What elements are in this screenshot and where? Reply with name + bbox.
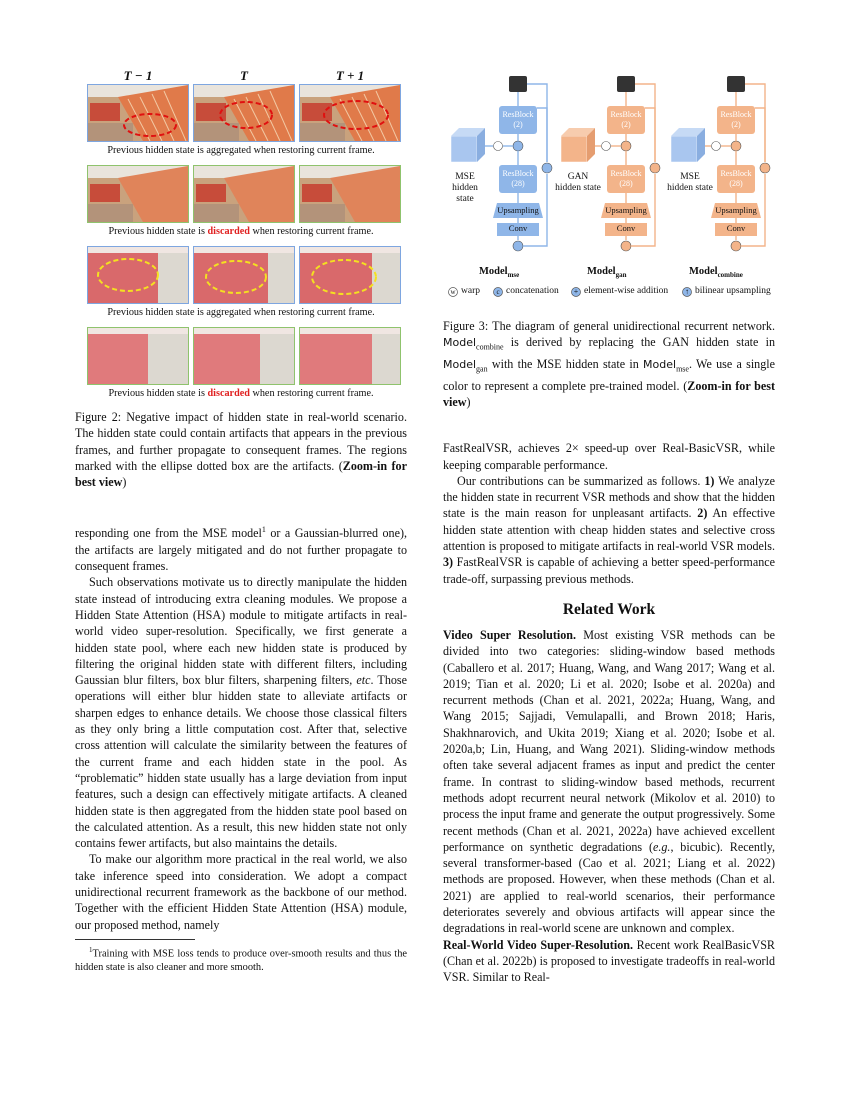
header-t: T bbox=[240, 68, 248, 83]
mse-hidden-cube bbox=[451, 128, 485, 162]
legend-warp: warp bbox=[461, 286, 480, 296]
header-t-plus-1: T + 1 bbox=[335, 68, 365, 83]
upsample-symbol: ↑ bbox=[685, 287, 689, 296]
right-column bbox=[443, 68, 775, 986]
frame-thumbnail bbox=[87, 327, 189, 385]
left-column bbox=[75, 68, 407, 974]
frame-thumbnail bbox=[299, 165, 401, 223]
upsampling-label: Upsampling bbox=[715, 205, 757, 215]
paragraph-video-super-resolution: Video Super Resolution. Most existing VSR methods can be divided into two categories: sliding-window based methods (Caballero et al. 2017; Huang, Wang, and Wang 2017; Wang et al. 2019; Tian et al. 2020; Li et al. 2020; Isobe et al. 2020a) and recurrent methods (Chan et al. 2021, 2022a; Huang, Wang, and Wang 2015; Sajjadi, Vemulapalli, and Brown 2018; Haris, Shakhnarovich, and Ukita 2019; Xiang et al. 2020; Isobe et al. 2020a,b; Lin, Huang, and Wang 2021). Sliding-window methods often take several adjacent frames as input and predict the center frame. In contrast to sliding-window based methods, recurrent methods adopt recurrent neural network (Mikolov et al. 2010) to process the input frame and generate the output progressively. Some recent methods (Chan et al. 2021, 2022a) have achieved excellent performance on synthetic degradations (e.g., bicubic). Recently, several transformer-based (Cao et al. 2021; Liang et al. 2022) methods are proposed. However, when these methods (Chan et al. 2021) are applied to real-world scenarios, their performance deteriorates severely and obvious artifacts will appear since the degradations in real-world scene are unknown and complex. bbox=[443, 627, 775, 936]
figure-2-caption: Figure 2: Negative impact of hidden state in real-world scenario. The hidden state could contain artifacts that appears in the previous frames, and further propagate to consequent frames. The regions marked with the ellipse dotted box are the artifacts. (Zoom-in for best view) bbox=[75, 410, 407, 490]
frame-thumbnail bbox=[87, 165, 189, 223]
frame-thumbnail bbox=[87, 246, 189, 304]
resblock-label: ResBlock (2) bbox=[502, 110, 534, 129]
paragraph-speedup: FastRealVSR, achieves 2× speed-up over Real-BasicVSR, while keeping comparable performance. bbox=[443, 441, 775, 472]
resblock-label: ResBlock (28) bbox=[610, 169, 642, 188]
fig2-row-2 bbox=[87, 165, 407, 223]
legend-upsampling: bilinear upsampling bbox=[695, 286, 771, 296]
frame-thumbnail bbox=[193, 84, 295, 142]
footnote-rule bbox=[75, 939, 195, 940]
frame-thumbnail bbox=[193, 165, 295, 223]
upsampling-label: Upsampling bbox=[497, 205, 539, 215]
hidden-state-label-2: GAN hidden state bbox=[555, 172, 601, 193]
fig2-row-4 bbox=[87, 327, 407, 385]
footnote: $^1$Training with MSE loss tends to produce over-smooth results and thus the hidden state is also cleaner and more smooth. bbox=[75, 945, 407, 973]
conv-label: Conv bbox=[508, 223, 528, 233]
legend-concatenation: concatenation bbox=[506, 286, 559, 296]
resblock-label: ResBlock (28) bbox=[502, 169, 534, 188]
paragraph-artifacts-mitigated: responding one from the MSE model$^1$ or a Gaussian-blurred one), the artifacts are largely mitigated and do not further propagate to consequent frames. bbox=[75, 525, 407, 574]
paragraph-real-world-vsr: Real-World Video Super-Resolution. Recent work RealBasicVSR (Chan et al. 2022b) is proposed to investigate tradeoffs in real-world VSR. Similar to Real- bbox=[443, 937, 775, 985]
fig2-subcaption-4: Previous hidden state is discarded when restoring current frame. bbox=[108, 388, 374, 399]
paragraph-contributions: Our contributions can be summarized as follows. 1) We analyze the hidden state in recurrent VSR methods and show that the hidden state is the main reason for unpleasant artifacts. 2) An effective hidden state attention with cheap hidden states and selective cross attention is proposed to mitigate artifacts in real-world VSR models. 3) FastRealVSR is capable of achieving a better speed-performance trade-off, surpassing previous methods. bbox=[443, 473, 775, 586]
section-heading-related-work: Related Work bbox=[562, 600, 656, 618]
concat-symbol: c bbox=[496, 288, 500, 296]
upsampling-label: Upsampling bbox=[605, 205, 647, 215]
hidden-state-label-3: MSE hidden state bbox=[667, 172, 713, 193]
frame-thumbnail bbox=[299, 84, 401, 142]
add-symbol: + bbox=[573, 287, 579, 296]
fig2-subcaption-1: Previous hidden state is aggregated when restoring current frame. bbox=[107, 145, 375, 156]
paragraph-hsa-proposal: Such observations motivate us to directly manipulate the hidden state instead of introducing extra cleaning modules. We propose a Hidden State Attention (HSA) module to mitigate artifacts in real-world video super-resolution. Specifically, we first generate a hidden state pool, where each new hidden state is produced by filtering the original hidden state with different filters, including Gaussian blur filters, box blur filters, sharpening filters, etc. Those operations will either blur hidden state to alleviate artifacts or sharpen edges to enhance details. We choose those classical filters as they only bring a little computation cost. After that, selective cross attention will calculate the similarity between the features of the current frame and each hidden state in the pool. As “problematic” hidden state usually has a large deviation from input features, such a design can effectively mitigate artifacts. A cleaned hidden state is then aggregated from the hidden state pool based on the calculated attention. As a result, this new hidden state not only contains fewer artifacts, but also maintains the details. bbox=[75, 575, 407, 851]
fig2-subcaption-3: Previous hidden state is aggregated when restoring current frame. bbox=[107, 307, 375, 318]
gan-hidden-cube bbox=[561, 128, 595, 162]
figure-2 bbox=[75, 68, 407, 490]
frame-thumbnail bbox=[193, 246, 295, 304]
warp-symbol: w bbox=[450, 288, 456, 296]
fig2-row-3 bbox=[87, 246, 407, 304]
model-mse-label: Model$_{mse}$ bbox=[479, 266, 520, 280]
resblock-label: ResBlock (2) bbox=[610, 110, 642, 129]
model-gan-label: Model$_{gan}$ bbox=[587, 266, 627, 280]
fig2-row-1 bbox=[87, 84, 407, 142]
frame-thumbnail bbox=[299, 327, 401, 385]
hidden-state-label-1: MSE hidden state bbox=[452, 172, 478, 204]
conv-label: Conv bbox=[616, 223, 636, 233]
resblock-label: ResBlock (2) bbox=[720, 110, 752, 129]
model-combine-label: Model$_{combine}$ bbox=[689, 266, 743, 280]
frame-thumbnail bbox=[299, 246, 401, 304]
figure-3 bbox=[443, 68, 775, 308]
legend-addition: element-wise addition bbox=[584, 286, 669, 296]
mse-hidden-cube-combine bbox=[671, 128, 705, 162]
fig2-subcaption-2: Previous hidden state is discarded when restoring current frame. bbox=[108, 226, 374, 237]
frame-thumbnail bbox=[193, 327, 295, 385]
frame-headers bbox=[87, 68, 407, 84]
figure-3-caption: Figure 3: The diagram of general unidirectional recurrent network. Model$_{combine}$ is derived by replacing the GAN hidden state in Model$_{gan}$ with the MSE hidden state in Model$_{mse}$. We use a single color to represent a complete pre-trained model. (Zoom-in for best view) bbox=[443, 319, 776, 409]
resblock-label: ResBlock (28) bbox=[720, 169, 752, 188]
paragraph-inference-speed: To make our algorithm more practical in the real world, we also take inference speed into consideration. We adopt a compact unidirectional recurrent framework as the backbone of our method. Together with the efficient Hidden State Attention (HSA) module, our proposed method, namely bbox=[75, 852, 407, 932]
conv-label: Conv bbox=[726, 223, 746, 233]
header-t-minus-1: T − 1 bbox=[123, 68, 153, 83]
frame-thumbnail bbox=[87, 84, 189, 142]
